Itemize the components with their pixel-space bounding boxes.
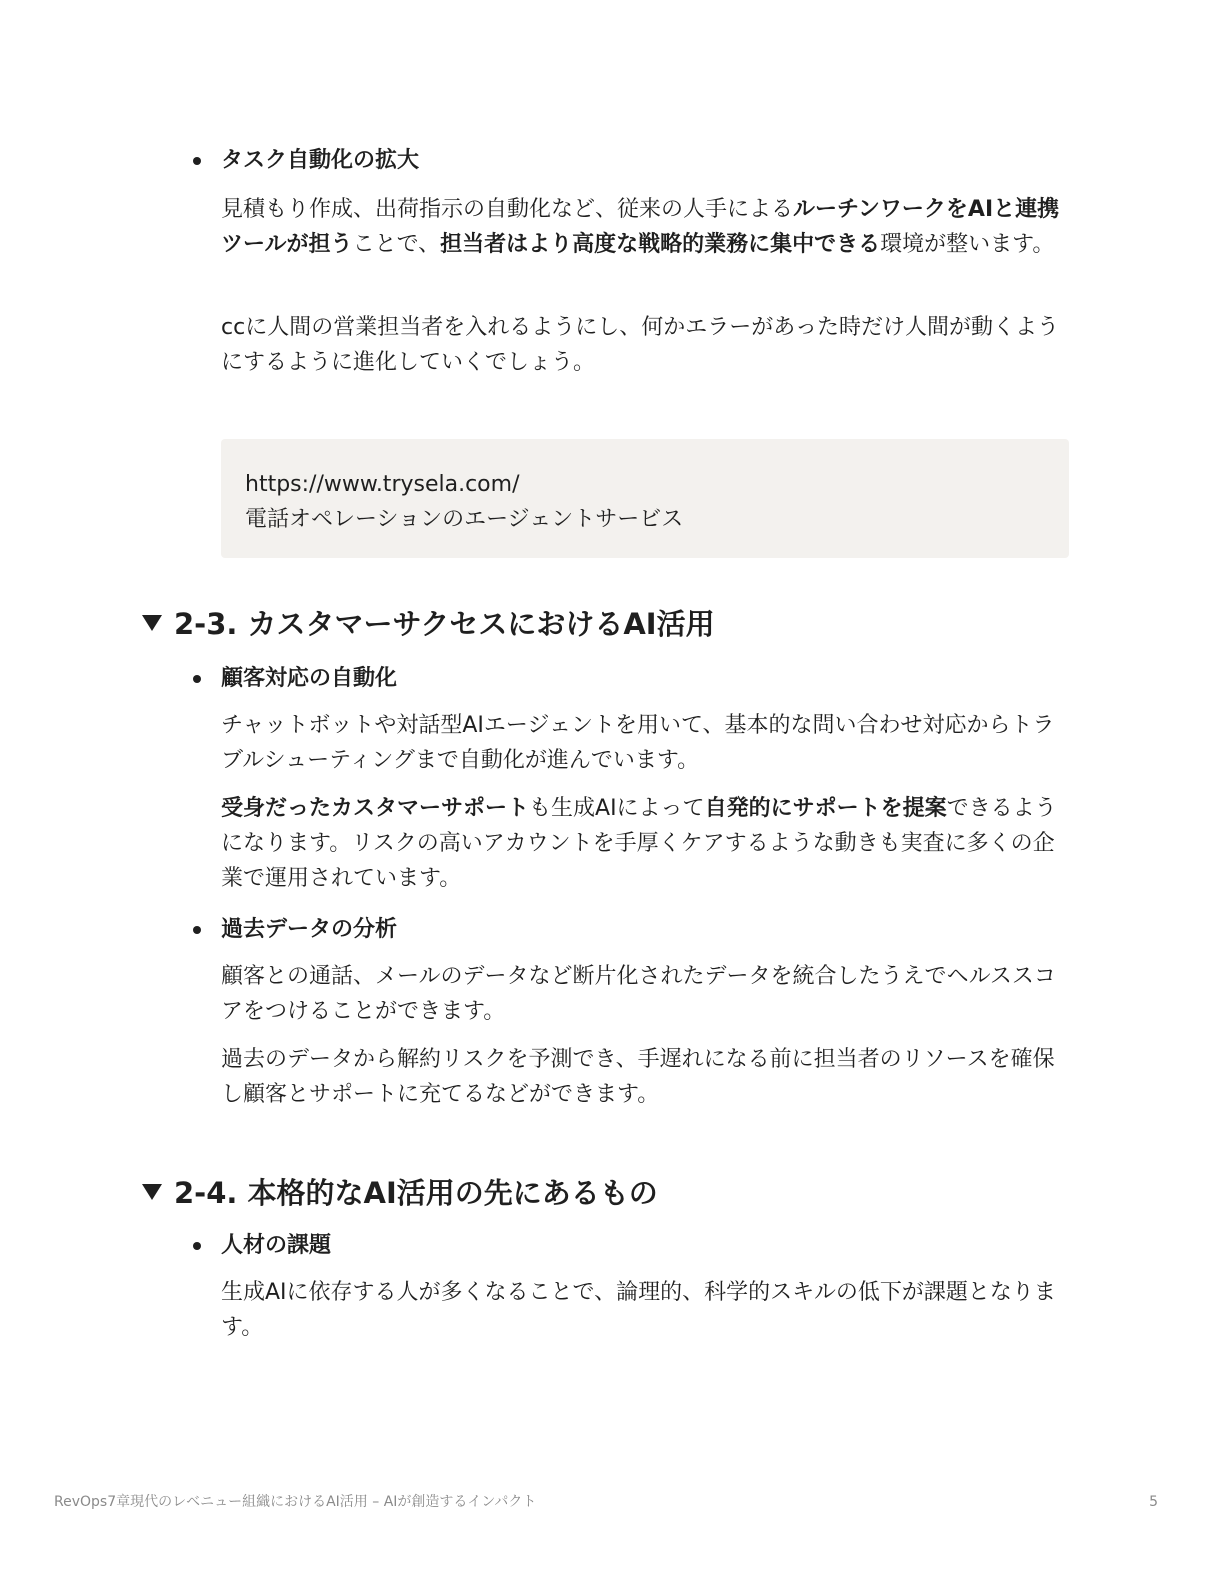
section-heading-text: 2-3. カスタマーサクセスにおけるAI活用 bbox=[174, 607, 715, 641]
bold-span: 受身だったカスタマーサポート bbox=[221, 796, 530, 821]
text-span: できるようになります。リスクの高いアカウントを手厚くケアするような動きも実査に多くの企業で運用されています。 bbox=[221, 796, 1057, 891]
bullet-title-task-automation: タスク自動化の拡大 bbox=[221, 148, 420, 173]
callout-box bbox=[221, 439, 1069, 558]
bullet-title-customer-automation: 顧客対応の自動化 bbox=[221, 666, 398, 691]
footer-page-number: 5 bbox=[1149, 1494, 1158, 1510]
callout-url: https://www.trysela.com/ bbox=[245, 472, 520, 497]
toggle-triangle-icon[interactable] bbox=[142, 615, 162, 631]
bullet-title-talent-issue: 人材の課題 bbox=[221, 1233, 332, 1258]
bold-span: ルーチンワークをAIと連携ツールが担う bbox=[221, 197, 1060, 257]
footer-document-title: RevOps7章現代のレベニュー組織におけるAI活用 – AIが創造するインパクト bbox=[54, 1494, 537, 1510]
bullet-icon bbox=[193, 675, 201, 683]
bold-span: 自発的にサポートを提案 bbox=[704, 796, 947, 821]
paragraph-past-data-2: 過去のデータから解約リスクを予測でき、手遅れになる前に担当者のリソースを確保し顧客とサポートに充てるなどができます。 bbox=[221, 1047, 1055, 1107]
section-heading-2-4[interactable] bbox=[142, 1173, 658, 1213]
toggle-triangle-icon[interactable] bbox=[142, 1184, 162, 1200]
section-heading-2-3[interactable] bbox=[142, 604, 715, 644]
paragraph-customer-automation-2 bbox=[221, 791, 1061, 896]
text-span: 見積もり作成、出荷指示の自動化など、従来の人手による bbox=[221, 197, 794, 222]
bullet-icon bbox=[193, 926, 201, 934]
bold-span: 担当者はより高度な戦略的業務に集中できる bbox=[440, 232, 881, 257]
bullet-icon bbox=[193, 1242, 201, 1250]
section-heading-text: 2-4. 本格的なAI活用の先にあるもの bbox=[174, 1176, 658, 1210]
paragraph-task-automation-1 bbox=[221, 192, 1061, 262]
text-span: 環境が整います。 bbox=[880, 232, 1055, 257]
bullet-title-past-data: 過去データの分析 bbox=[221, 917, 398, 942]
paragraph-past-data-1: 顧客との通話、メールのデータなど断片化されたデータを統合したうえでヘルススコアをつけることができます。 bbox=[221, 964, 1056, 1024]
paragraph-customer-automation-1: チャットボットや対話型AIエージェントを用いて、基本的な問い合わせ対応からトラブルシューティングまで自動化が進んでいます。 bbox=[221, 713, 1055, 773]
callout-description: 電話オペレーションのエージェントサービス bbox=[245, 507, 684, 532]
text-span: も生成AIによって bbox=[529, 796, 705, 821]
paragraph-task-automation-2: ccに人間の営業担当者を入れるようにし、何かエラーがあった時だけ人間が動くようにするように進化していくでしょう。 bbox=[221, 315, 1059, 375]
bullet-icon bbox=[193, 157, 201, 165]
text-span: ことで、 bbox=[352, 232, 441, 257]
paragraph-talent-issue-1: 生成AIに依存する人が多くなることで、論理的、科学的スキルの低下が課題となります。 bbox=[221, 1280, 1056, 1340]
